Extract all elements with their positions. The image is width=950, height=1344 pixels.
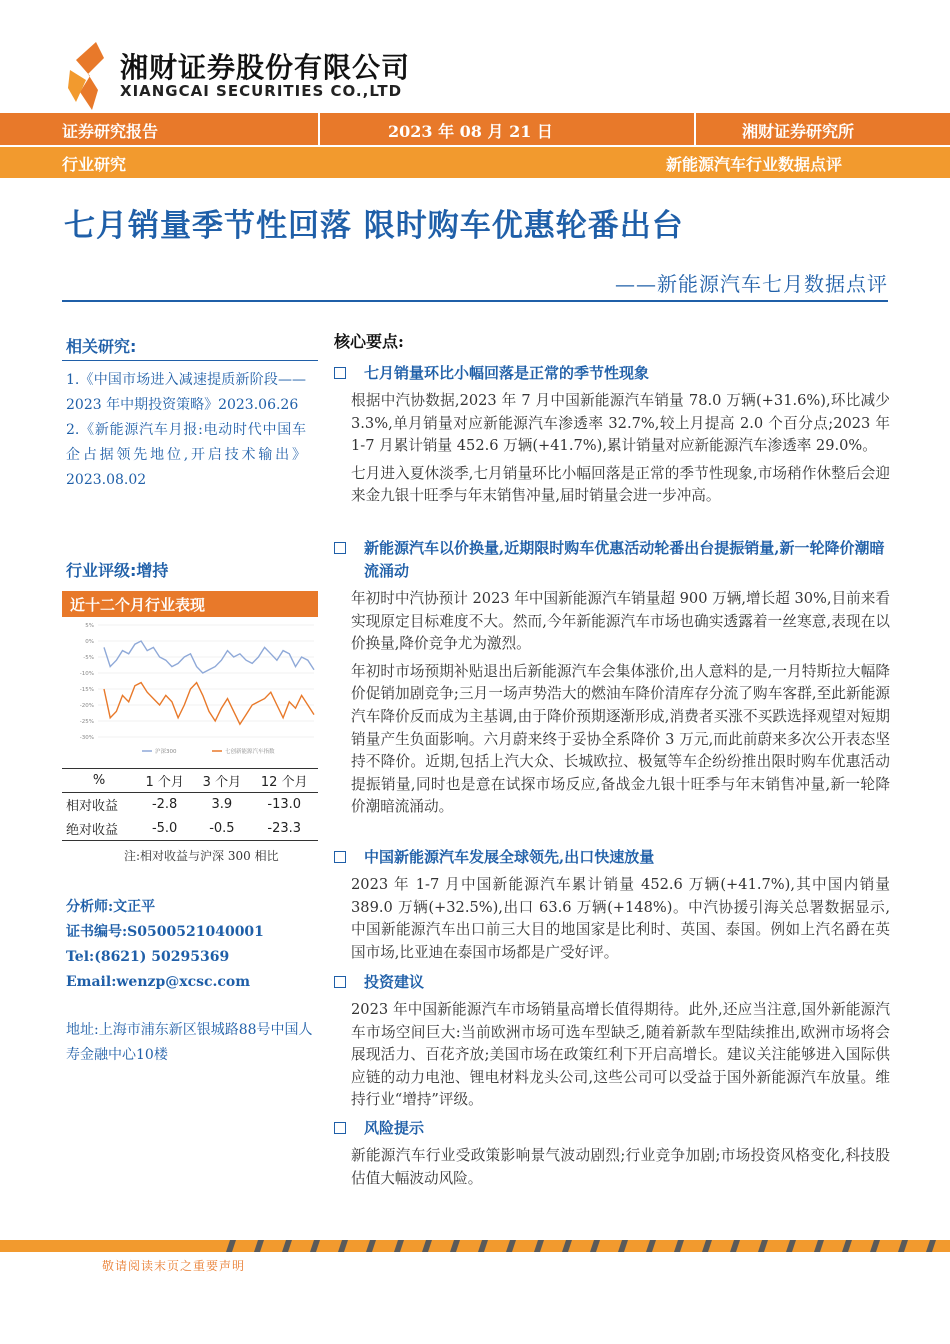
performance-chart: [62, 619, 318, 765]
section-paragraph: 年初时市场预期补贴退出后新能源汽车会集体涨价,出人意料的是,一月特斯拉大幅降价促销加剧竞争;三月一场声势浩大的燃油车降价清库存分流了购车客群,至此新能源汽车降价反而成为主基调,由于降价预期逐渐形成,消费者买涨不买跌选择观望对短期销量产生负面影响。六月蔚来终于妥协全系降价 3 万元,而此前蔚来多次公开表态坚持不降价。近期,包括上汽大众、长城欧拉、极氪等车企纷纷推出限时购车优惠活动提振销量,同时也是意在试探市场反应,备战金九银十旺季与年末销售冲量,新一轮降价潮暗流涌动。: [351, 662, 890, 816]
section-title: 风险提示: [364, 1119, 425, 1137]
report-topic: 新能源汽车行业数据点评: [666, 155, 843, 174]
related-research-list: [66, 368, 306, 493]
category-bar: [0, 147, 950, 178]
core-section: [334, 971, 890, 1112]
footer-disclaimer: 敬请阅读末页之重要声明: [102, 1259, 246, 1273]
table-header: 1 个月: [136, 769, 193, 793]
checkbox-bullet-icon: [334, 367, 346, 379]
y-tick-label: -10%: [79, 671, 94, 677]
company-logo-icon: [66, 40, 116, 112]
page-title: 七月销量季节性回落 限时购车优惠轮番出台: [64, 208, 684, 244]
performance-heading: 近十二个月行业表现: [62, 591, 318, 617]
industry-rating: 行业评级:增持: [66, 561, 169, 580]
y-tick-label: 5%: [85, 623, 94, 629]
page-subtitle: ——新能源汽车七月数据点评: [615, 272, 888, 296]
checkbox-bullet-icon: [334, 542, 346, 554]
table-header: 12 个月: [251, 769, 319, 793]
legend-label: 沪深300: [155, 749, 177, 755]
y-tick-label: 0%: [85, 639, 94, 645]
core-section: [334, 1117, 890, 1190]
y-tick-label: -20%: [79, 703, 94, 709]
company-name-cn: 湘财证券股份有限公司: [120, 51, 411, 84]
related-item[interactable]: 2.《新能源汽车月报:电动时代中国车企占据领先地位,开启技术输出》2023.08.02: [66, 422, 306, 488]
related-research-heading: 相关研究:: [66, 337, 137, 356]
table-cell: -13.0: [267, 797, 302, 813]
title-divider: [62, 300, 888, 302]
section-paragraph: 新能源汽车行业受政策影响景气波动剧烈;行业竞争加剧;市场投资风格变化,科技股估值大幅波动风险。: [351, 1147, 890, 1187]
section-title: 中国新能源汽车发展全球领先,出口快速放量: [364, 848, 655, 866]
core-section: [334, 362, 890, 508]
core-section: [334, 537, 890, 819]
analyst-name: 分析师:文正平: [66, 899, 156, 915]
table-cell: -5.0: [136, 817, 193, 841]
section-title: 投资建议: [364, 973, 425, 991]
table-cell: -2.8: [151, 797, 178, 813]
section-paragraph: 2023 年 1-7 月中国新能源汽车累计销量 452.6 万辆(+41.7%),其中国内销量 389.0 万辆(+32.5%),出口 63.6 万辆(+148%)。中汽协援引海关总署数据显示,中国新能源汽车出口前三大目的地国家是比利时、英国、泰国。例如上汽名爵在英国市场,比亚迪在泰国市场都是广受好评。: [351, 876, 890, 961]
core-section: [334, 846, 890, 964]
y-tick-label: -5%: [83, 655, 94, 661]
y-tick-label: -25%: [79, 719, 94, 725]
table-header: 3 个月: [193, 769, 250, 793]
analyst-tel: Tel:(8621) 50295369: [66, 949, 230, 965]
analyst-email[interactable]: Email:wenzp@xcsc.com: [66, 974, 251, 990]
section-paragraph: 根据中汽协数据,2023 年 7 月中国新能源汽车销量 78.0 万辆(+31.6%),环比减少 3.3%,单月销量对应新能源汽车渗透率 32.7%,较上月提高 2.0 个百分点;2023 年 1-7 月累计销量 452.6 万辆(+41.7%),累计销量对应新能源汽车渗透率 29.0%。: [351, 392, 890, 455]
row-label: 绝对收益: [62, 817, 136, 841]
related-divider: [62, 360, 318, 361]
table-header: %: [62, 769, 136, 793]
legend-label: 七创新能源汽车指数: [225, 749, 275, 755]
analyst-address: 地址:上海市浦东新区银城路88号中国人寿金融中心10楼: [66, 1022, 313, 1063]
table-cell: 3.9: [211, 797, 233, 813]
checkbox-bullet-icon: [334, 1122, 346, 1134]
section-paragraph: 年初时中汽协预计 2023 年中国新能源汽车销量超 900 万辆,增长超 30%,目前来看实现原定目标难度不大。然而,今年新能源汽车市场也确实透露着一丝寒意,表现在以价换量,降价竞争尤为激烈。: [351, 590, 890, 653]
y-tick-label: -15%: [79, 687, 94, 693]
analyst-info: [66, 895, 264, 995]
report-category: 行业研究: [62, 155, 127, 174]
report-date: 2023 年 08 月 21 日: [388, 122, 553, 141]
analyst-cert: 证书编号:S0500521040001: [66, 924, 264, 940]
y-tick-label: -30%: [79, 735, 94, 741]
checkbox-bullet-icon: [334, 851, 346, 863]
table-cell: -23.3: [251, 817, 319, 841]
institute-name: 湘财证券研究所: [742, 122, 855, 141]
section-title: 新能源汽车以价换量,近期限时购车优惠活动轮番出台提振销量,新一轮降价潮暗流涌动: [364, 539, 885, 580]
core-points-heading: 核心要点:: [334, 332, 404, 351]
table-note: 注:相对收益与沪深 300 相比: [124, 849, 279, 863]
related-item[interactable]: 1.《中国市场进入减速提质新阶段——2023 年中期投资策略》2023.06.26: [66, 372, 306, 413]
section-paragraph: 七月进入夏休淡季,七月销量环比小幅回落是正常的季节性现象,市场稍作休整后会迎来金九银十旺季与年末销售冲量,届时销量会进一步冲高。: [351, 464, 890, 505]
row-label: 相对收益: [66, 799, 119, 815]
report-type: 证券研究报告: [62, 122, 159, 141]
report-header-bar: [0, 113, 950, 145]
checkbox-bullet-icon: [334, 976, 346, 988]
company-name-en: XIANGCAI SECURITIES CO.,LTD: [120, 82, 403, 100]
table-cell: -0.5: [193, 817, 250, 841]
section-title: 七月销量环比小幅回落是正常的季节性现象: [364, 364, 650, 382]
performance-table: [62, 768, 318, 841]
section-paragraph: 2023 年中国新能源汽车市场销量高增长值得期待。此外,还应当注意,国外新能源汽车市场空间巨大:当前欧洲市场可选车型缺乏,随着新款车型陆续推出,欧洲市场将会展现活力、百花齐放;美国市场在政策红利下开启高增长。建议关注能够进入国际供应链的动力电池、锂电材料龙头公司,这些公司可以受益于国外新能源汽车放量。维持行业“增持”评级。: [351, 1001, 890, 1109]
footer-stripe: [0, 1240, 950, 1252]
